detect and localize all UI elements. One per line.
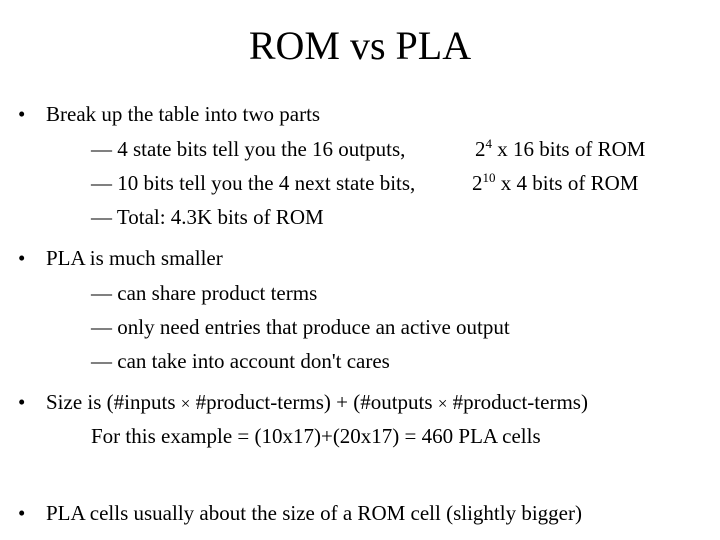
rom-size-exponent: 4 [485, 136, 492, 151]
rom-size-rest: x 16 bits of ROM [492, 137, 646, 161]
section1-line2-left: — 10 bits tell you the 4 next state bits, [91, 171, 416, 195]
rom-size-base: 2 [472, 171, 483, 195]
rom-size-base: 2 [475, 137, 486, 161]
section2-item: — only need entries that produce an active output [91, 315, 510, 339]
section2-item: — can share product terms [91, 281, 318, 305]
rom-size-rest: x 4 bits of ROM [495, 171, 639, 195]
section2-item: — can take into account don't cares [91, 349, 390, 373]
size-formula-part2: #product-terms) + (#outputs [190, 390, 438, 414]
bullet-3: • [18, 390, 26, 414]
section2-heading: PLA is much smaller [46, 246, 223, 270]
bullet-2: • [18, 246, 26, 270]
rom-size-exponent: 10 [482, 170, 496, 185]
section3-example: For this example = (10x17)+(20x17) = 460 PLA cells [91, 424, 541, 448]
section4-heading: PLA cells usually about the size of a ROM cell (slightly bigger) [46, 501, 582, 525]
section1-line1-left: — 4 state bits tell you the 16 outputs, [91, 137, 406, 161]
section1-line1-right [475, 136, 645, 162]
slide-title: ROM vs PLA [248, 23, 472, 68]
section3-heading [46, 389, 588, 417]
times-symbol: × [180, 394, 191, 413]
section1-heading: Break up the table into two parts [46, 102, 321, 126]
bullet-1: • [18, 102, 26, 126]
size-formula-part1: Size is (#inputs [46, 390, 181, 414]
section1-line2-right [472, 170, 638, 196]
bullet-4: • [18, 501, 26, 525]
times-symbol: × [437, 394, 448, 413]
section1-line3: — Total: 4.3K bits of ROM [91, 205, 324, 229]
size-formula-part3: #product-terms) [447, 390, 588, 414]
